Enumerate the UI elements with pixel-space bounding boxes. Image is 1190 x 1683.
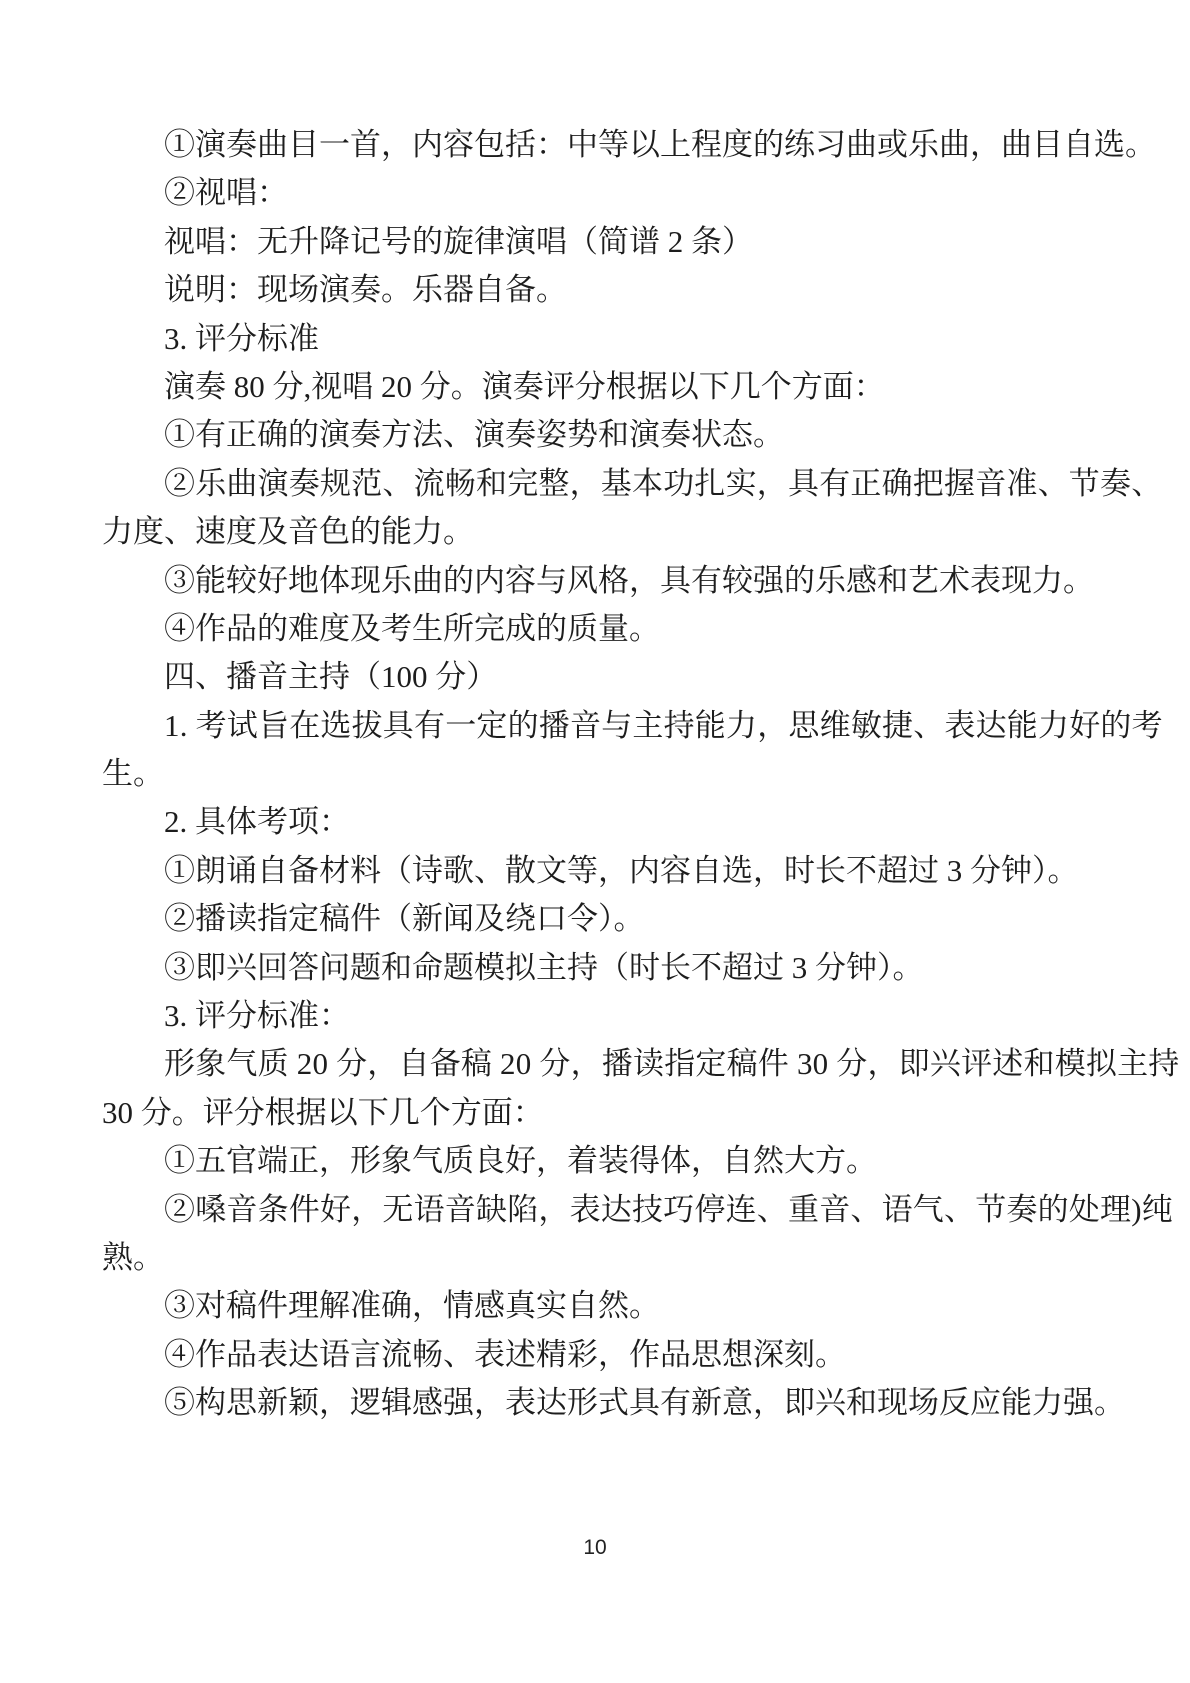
- text-line: 说明：现场演奏。乐器自备。: [164, 272, 567, 308]
- text-line: ③能较好地体现乐曲的内容与风格，具有较强的乐感和艺术表现力。: [164, 562, 1094, 598]
- text-line: ④作品的难度及考生所完成的质量。: [164, 610, 660, 646]
- document-body: [102, 121, 1180, 1428]
- text-line: 生。: [102, 756, 164, 792]
- text-line: 3. 评分标准: [164, 320, 319, 356]
- text-line: ①有正确的演奏方法、演奏姿势和演奏状态。: [164, 417, 784, 453]
- text-line: ①五官端正，形象气质良好，着装得体，自然大方。: [164, 1143, 877, 1179]
- text-line: 3. 评分标准：: [164, 998, 350, 1034]
- text-line: ②嗓音条件好，无语音缺陷，表达技巧停连、重音、语气、节奏的处理)纯: [164, 1191, 1173, 1227]
- text-line: 视唱：无升降记号的旋律演唱（简谱 2 条）: [164, 223, 753, 259]
- page-number: 10: [583, 1536, 607, 1559]
- text-line: 四、播音主持（100 分）: [164, 659, 498, 695]
- text-line: ④作品表达语言流畅、表述精彩，作品思想深刻。: [164, 1336, 846, 1372]
- text-line: 1. 考试旨在选拔具有一定的播音与主持能力，思维敏捷、表达能力好的考: [164, 707, 1163, 743]
- text-line: 力度、速度及音色的能力。: [102, 514, 474, 550]
- text-line: ②播读指定稿件（新闻及绕口令）。: [164, 901, 645, 937]
- text-line: ②视唱：: [164, 175, 288, 211]
- text-line: 熟。: [102, 1239, 164, 1275]
- text-line: 形象气质 20 分，自备稿 20 分，播读指定稿件 30 分，即兴评述和模拟主持: [164, 1046, 1180, 1082]
- text-line: ⑤构思新颖，逻辑感强，表达形式具有新意，即兴和现场反应能力强。: [164, 1385, 1125, 1421]
- text-line: 30 分。评分根据以下几个方面：: [102, 1094, 544, 1130]
- text-line: 演奏 80 分,视唱 20 分。演奏评分根据以下几个方面：: [164, 368, 885, 404]
- text-line: ①演奏曲目一首，内容包括：中等以上程度的练习曲或乐曲，曲目自选。: [164, 127, 1156, 162]
- text-line: 2. 具体考项：: [164, 804, 350, 840]
- text-line: ②乐曲演奏规范、流畅和完整，基本功扎实，具有正确把握音准、节奏、: [164, 465, 1163, 501]
- text-line: ③即兴回答问题和命题模拟主持（时长不超过 3 分钟）。: [164, 949, 924, 985]
- text-line: ①朗诵自备材料（诗歌、散文等，内容自选，时长不超过 3 分钟）。: [164, 852, 1079, 888]
- text-line: ③对稿件理解准确，情感真实自然。: [164, 1288, 660, 1324]
